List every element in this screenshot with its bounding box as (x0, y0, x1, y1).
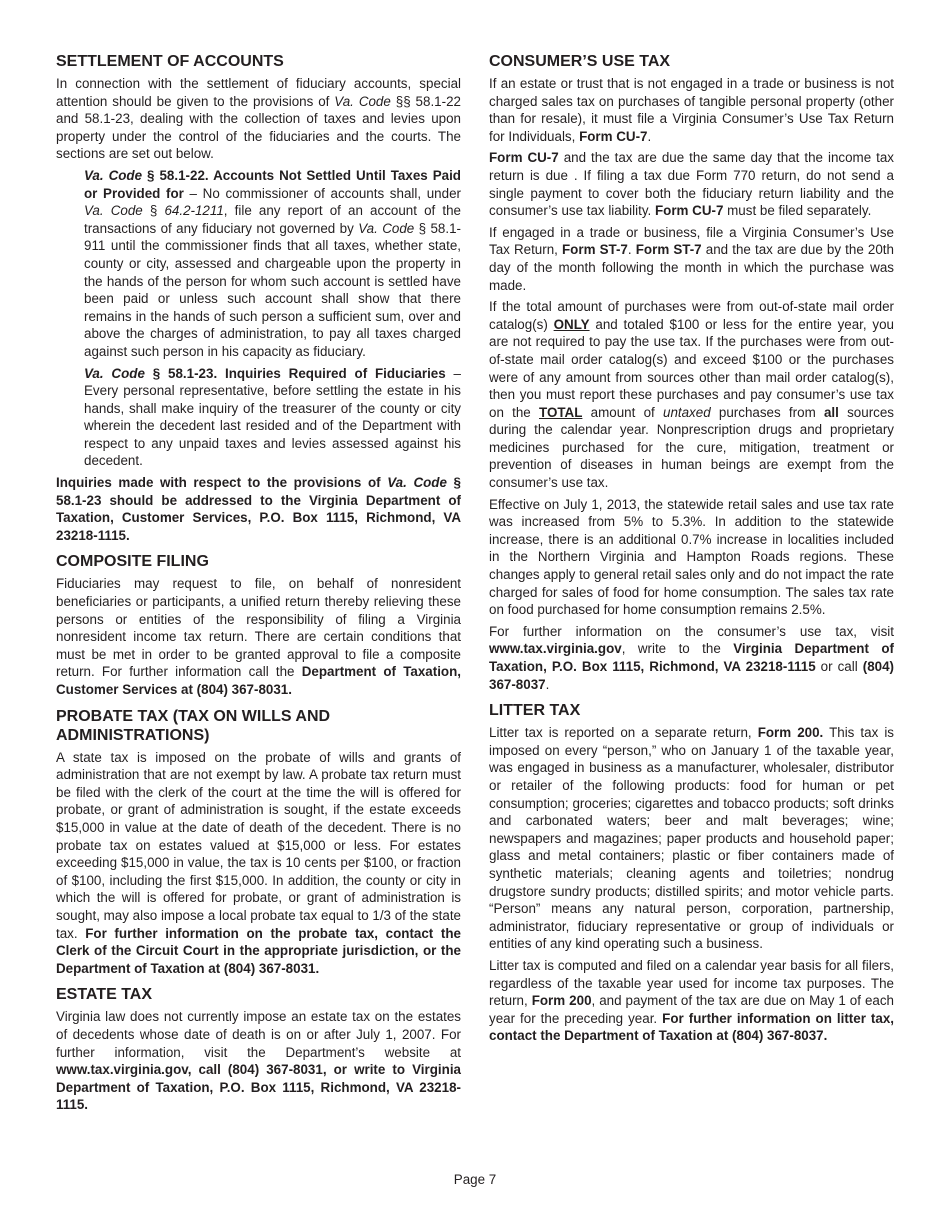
heading-litter-tax: LITTER TAX (489, 702, 581, 720)
settlement-intro: In connection with the settlement of fiduciary accounts, special attention should be given to the provisions of Va. Code §§ 58.1-22 and 58.1-23, dealing with the collection of taxes and levies upon property under the control of the fiduciaries and the courts. The sections are set out below. (56, 76, 461, 162)
litter-p1: Litter tax is reported on a separate return, Form 200. This tax is imposed on every “person,” who on January 1 of the taxable year, was engaged in business as a manufacturer, wholesaler, distributor or retailer of the following products: food for human or pet consumption; groceries; cigarettes and tobacco products; soft drinks and carbonated waters; beer and malt beverages; wine; newspapers and magazines; paper products and household paper; glass and metal containers; plastic or fiber containers made of synthetic materials; cleaning agents and toiletries; nondrug drugstore sundry products; distilled spirits; and motor vehicle parts. “Person” means any natural person, corporation, partnership, administrator, fiduciary representative or group of individuals or entities of any kind operating such a business. (489, 725, 895, 952)
code-58-1-22: Va. Code § 58.1-22. Accounts Not Settled Until Taxes Paid or Provided for – No commissioner of accounts shall, under Va. Code § 64.2-1211, file any report of an account of the transactions of any fiduciary not governed by Va. Code § 58.1-911 until the commissioner finds that all taxes, whether state, county or city, assessed and chargeable upon the property in the hands of the person for whom such account is settled have been paid or unless such account shall show that there remains in the hands of such person a sufficient sum, over and above the charges of administration, to pay all taxes charged against such person in his capacity as fiduciary. (84, 167, 461, 359)
inquiries-note: Inquiries made with respect to the provisions of Va. Code § 58.1-23 should be addressed to the Virginia Department of Taxation, Customer Services, P.O. Box 1115, Richmond, VA 23218-1115. (56, 475, 461, 543)
probate-body: A state tax is imposed on the probate of wills and grants of administration that are not exempt by law. A probate tax return must be filed with the clerk of the court at the time the will is offered for probate, or grant of administration is sought, if the estate exceeds $15,000 in value at the date of death of the decedent. There is no probate tax on estates valued at $15,000 or less. For estates exceeding $15,000 in value, the tax is 10 cents per $100, or fraction of $100, including the first $15,000. In addition, the county or city in which the will is offered for probate, or grant of administration is sought, may also impose a local probate tax equal to 1/3 of the state tax. For further information on the probate tax, contact the Clerk of the Circuit Court in the appropriate jurisdiction, or the Department of Taxation at (804) 367-8031. (56, 749, 461, 976)
heading-consumers-use-tax: CONSUMER’S USE TAX (489, 53, 671, 70)
litter-p2: Litter tax is computed and filed on a calendar year basis for all filers, regardless of the taxable year used for income tax purposes. The return, Form 200, and payment of the tax are due on May 1 of each year for the preceding year. For further information on litter tax, contact the Department of Taxation at (804) 367-8037. (489, 957, 895, 1044)
section-probate-tax (56, 707, 461, 978)
heading-probate-tax: PROBATE TAX (TAX ON WILLS AND ADMINISTRATIONS) (56, 707, 331, 744)
composite-body: Fiduciaries may request to file, on behalf of nonresident beneficiaries or participants, a unified return thereby relieving these persons or entities of the responsibility of filing a Virginia nonresident income tax return. There are certain conditions that must be met in order to be granted approval to file a composite return. For further information call the Department of Taxation, Customer Services at (804) 367-8031. (56, 576, 461, 697)
heading-estate-tax: ESTATE TAX (56, 986, 152, 1004)
section-consumers-use-tax (489, 52, 894, 693)
consumer-p4: If the total amount of purchases were from out-of-state mail order catalog(s) ONLY and totaled $100 or less for the entire year, you are not required to pay the use tax. If the purchases were from out-of-state mail order catalog(s) and exceed $100 or the purchases were of any amount from sources other than mail order catalog(s), then you must report these purchases and pay consumer’s use tax on the TOTAL amount of untaxed purchases from all sources during the calendar year. Nonprescription drugs and proprietary medicines purchased for the cure, mitigation, treatment or prevention of diseases in human beings are exempt from the consumer’s use tax. (489, 299, 895, 491)
section-litter-tax (489, 701, 894, 1045)
section-settlement-of-accounts (56, 52, 461, 544)
page-number: Page 7 (453, 1172, 497, 1187)
code-58-1-23: Va. Code § 58.1-23. Inquiries Required of Fiduciaries – Every personal representative, before settling the estate in his hands, shall make inquiry of the treasurer of the county or city wherein the decedent last resided and of the Department with respect to any unpaid taxes and levies assessed against his decedent. (84, 365, 461, 469)
consumer-p1: If an estate or trust that is not engaged in a trade or business is not charged sales tax on purchases of tangible personal property (other than for resale), it must file a Virginia Consumer’s Use Tax Return for Individuals, Form CU-7. (489, 76, 894, 144)
estate-body: Virginia law does not currently impose an estate tax on the estates of decedents whose date of death is on or after July 1, 2007. For further information, visit the Department’s website at www.tax.virginia.gov, call (804) 367-8031, or write to Virginia Department of Taxation, P.O. Box 1115, Richmond, VA 23218-1115. (56, 1009, 461, 1113)
left-column (56, 52, 461, 1122)
section-estate-tax (56, 985, 461, 1114)
consumer-p6: For further information on the consumer’s use tax, visit www.tax.virginia.gov, write to the Virginia Department of Taxation, P.O. Box 1115, Richmond, VA 23218-1115 or call (804) 367-8037. (489, 623, 895, 692)
heading-composite-filing: COMPOSITE FILING (56, 553, 209, 571)
heading-settlement-of-accounts: SETTLEMENT OF ACCOUNTS (56, 53, 284, 70)
consumer-p5: Effective on July 1, 2013, the statewide retail sales and use tax rate was increased from 5% to 5.3%. In addition to the statewide increase, there is an additional 0.7% increase in localities included in the Northern Virginia and Hampton Roads regions. These changes apply to general retail sales only and do not impact the rate charged for sales of food for home consumption. The sales tax rate on food purchased for home consumption remains 2.5%. (489, 496, 894, 618)
consumer-p2: Form CU-7 and the tax are due the same day that the income tax return is due . If filing a tax due Form 770 return, do not send a single payment to cover both the fiduciary return liability and the consumer’s use tax liability. Form CU-7 must be filed separately. (489, 150, 894, 219)
right-column (489, 52, 894, 1053)
section-composite-filing (56, 552, 461, 698)
consumer-p3: If engaged in a trade or business, file a Virginia Consumer’s Use Tax Return, Form ST-7. Form ST-7 and the tax are due by the 20th day of the month following the month in which the purchase was made. (489, 224, 894, 293)
